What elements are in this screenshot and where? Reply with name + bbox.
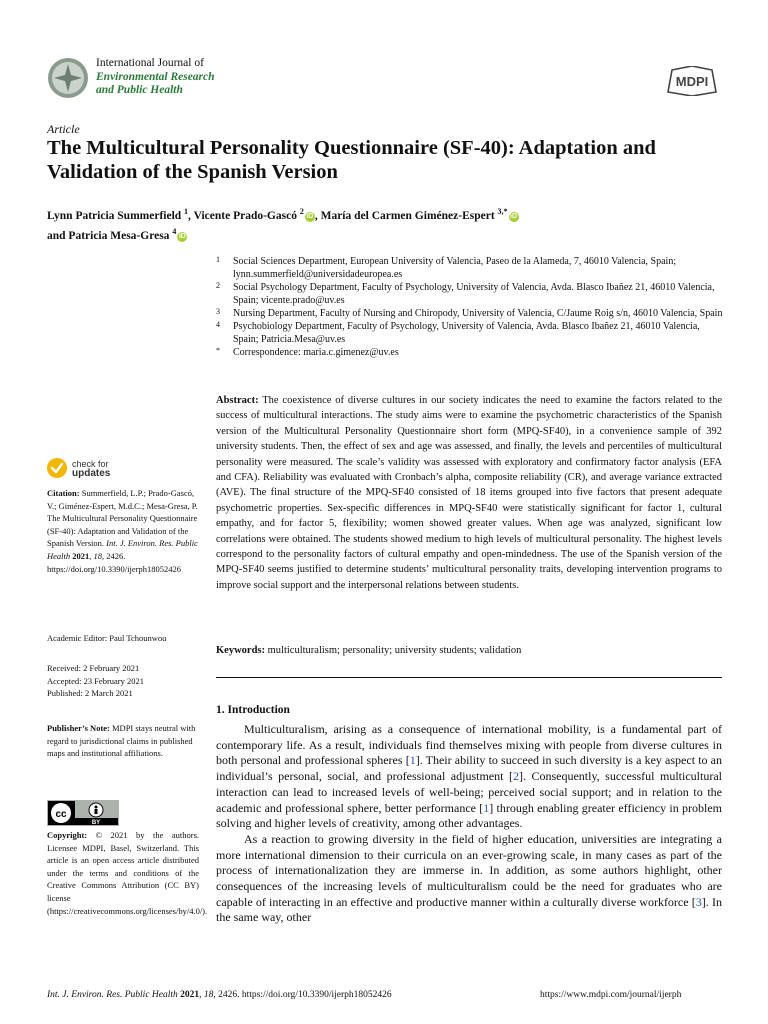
author-3[interactable]: María del Carmen Giménez-Espert $^{3,*}$iD (320, 207, 518, 222)
journal-name-line1: International Journal of (96, 57, 204, 69)
introduction-body (216, 722, 722, 926)
footer-journal-url[interactable]: https://www.mdpi.com/journal/ijerph (540, 990, 682, 1000)
publisher-note: Publisher’s Note: MDPI stays neutral with regard to jurisdictional claims in published maps and institutional affiliations. (47, 723, 196, 759)
citation-block: Citation: Summerfield, L.P.; Prado-Gascó, V.; Giménez-Espert, M.d.C.; Mesa-Gresa, P. The Multicultural Personality Questionnaire (SF-40): Adaptation and Validation of the Spanish Version. Int. J. Environ. Res. Public Health 2021, 18, 2426. https://doi.org/10.3390/ijerph18052426 (47, 488, 198, 574)
section-heading-introduction: 1. Introduction (216, 704, 290, 716)
copyright-notice: Copyright: © 2021 by the authors. Licensee MDPI, Basel, Switzerland. This article is an open access article distributed under the terms and conditions of the Creative Commons Attribution (CC BY) license (https://creativecommons.org/licenses/by/4.0/). (47, 830, 208, 916)
reference-link[interactable]: 1 (483, 800, 490, 815)
cc-by-license-icon[interactable] (47, 800, 119, 826)
intro-paragraph-1: Multiculturalism, arising as a consequence of international mobility, is a fundamental part of contemporary life. As a result, individuals find themselves mixing with people from diverse cultures in both personal and professional spheres [1]. Their ability to succeed in such diversity is a key aspect to an individual’s personal, social, and professional adjustment [2]. Consequently, successful multicultural interaction can lead to increased levels of well-being; perceived social support; and in relation to the academic and professional sphere, better performance [1] through enabling greater efficiency in problem solving and higher levels of creativity, among other advantages. (216, 722, 723, 831)
received-date: Received: 2 February 2021 (47, 663, 140, 673)
abstract-label: Abstract: (216, 395, 259, 406)
accepted-date: Accepted: 23 February 2021 (47, 675, 145, 686)
keywords-label: Keywords: (216, 645, 265, 656)
abstract (216, 393, 722, 593)
check-updates-icon (46, 457, 68, 479)
section-divider (216, 677, 722, 678)
affiliation-item: 2 Social Psychology Department, Faculty of Psychology, University of Valencia, Avda. Blasco Ibañez 21, 46010 Valencia, Spain; vicente.prado@uv.es (216, 281, 715, 306)
keywords (216, 644, 722, 658)
author-4[interactable]: and Patricia Mesa-Gresa $^4$iD (47, 226, 186, 242)
citation-doi-link[interactable]: , 2426. https://doi.org/10.3390/ijerph18052426 (47, 550, 181, 574)
check-for-updates-button[interactable] (46, 457, 156, 481)
journal-logo-icon (47, 57, 89, 99)
author-2[interactable]: Vicente Prado-Gascó $^2$iD (193, 207, 314, 222)
orcid-icon[interactable]: iD (306, 212, 314, 220)
journal-name-line2: Environmental Research (96, 71, 215, 83)
mdpi-logo-icon (664, 66, 720, 96)
orcid-icon[interactable]: iD (510, 212, 518, 220)
journal-name-line3: and Public Health (96, 84, 183, 96)
abstract-text: The coexistence of diverse cultures in our society indicates the need to examine the factors related to the success of multicultural interactions. The study aims were to examine the psychometric characteristics of the Spanish version of the Multicultural Personality Questionnaire short form (MPQ-SF40), in a convenience sample of 392 university students. Then, the effect of sex and age was assessed, and finally, the levels and percentiles of multicultural personality were measured. The scale’s validity was assessed with exploratory and confirmatory factor analysis (EFA and CFA). Reliability was evaluated with Cronbach’s alpha, composite reliability (CR), and average variance extracted (AVE). The final structure of the MPQ-SF40 consisted of 18 items grouped into five factors that present adequate psychometric properties. Sex-specific differences in MPQ-SF40 were statistically significant for factor 1, cultural empathy, and for factor 5, flexibility; women showed greater values. When age was analyzed, significant low correlations were obtained. The students showed medium to high levels of multicultural personality. The highest levels correspond to the personality factors of cultural empathy and open-mindedness. The use of the Spanish version of the MPQ-SF40 seems justified to determine students’ multicultural personality traits, developing intervention programs to improve social support and the interpersonal relations between students. (216, 395, 722, 591)
reference-link[interactable]: 2 (512, 769, 519, 784)
reference-link[interactable]: 3 (695, 894, 702, 909)
footer-citation: Int. J. Environ. Res. Public Health 2021, 18, 2426. https://doi.org/10.3390/ijerph18052426 (47, 990, 392, 1000)
article-type-label: Article (47, 122, 80, 136)
correspondence: * Correspondence: maria.c.gimenez@uv.es (216, 346, 399, 358)
reference-link[interactable]: 1 (409, 753, 416, 768)
cc-text: cc (55, 809, 67, 820)
orcid-icon[interactable]: iD (178, 232, 186, 240)
affiliation-item: 3 Nursing Department, Faculty of Nursing and Chiropody, University of Valencia, C/Jaume Roig s/n, 46010 Valencia, Spain (216, 307, 723, 319)
intro-paragraph-2: As a reaction to growing diversity in the field of higher education, universities are integrating a more international dimension to their curricula on an ever-growing scale, in many cases as part of the process of internationalization they are immerse in. In addition, as some authors highlight, other consequences of the increasing levels of multiculturalism could be the need for graduates who are capable of interacting in an effective and productive manner within a culturally diverse workforce [3]. In the same way, other (216, 831, 722, 925)
publisher-logo-text: MDPI (675, 74, 709, 89)
by-text: BY (91, 820, 101, 826)
check-updates-line2: updates (72, 468, 111, 479)
keywords-text: multiculturalism; personality; university students; validation (267, 645, 522, 656)
affiliation-item: 4 Psychobiology Department, Faculty of Psychology, University of Valencia, Avda. Blasco Ibañez 21, 46010 Valencia, Spain; Patricia.Mesa@uv.es (216, 320, 700, 345)
author-list: Lynn Patricia Summerfield $^1$, Vicente Prado-Gascó $^2$iD , María del Carmen Giménez-Espert $^{3,*}$iD and Patricia Mesa-Gresa $^4$iD (47, 207, 518, 242)
affiliations (216, 255, 726, 359)
published-date: Published: 2 March 2021 (47, 688, 133, 699)
author-1[interactable]: Lynn Patricia Summerfield $^1$ (47, 207, 189, 222)
publication-dates (47, 662, 199, 700)
check-updates-line1: check for (72, 459, 109, 469)
article-title: The Multicultural Personality Questionnaire (SF-40): Adaptation and Validation of the Spanish Version (47, 137, 656, 183)
academic-editor: Academic Editor: Paul Tchounwou (47, 633, 167, 643)
affiliation-item: 1 Social Sciences Department, European University of Valencia, Paseo de la Alameda, 7, 46010 Valencia, Spain; lynn.summerfield@universidadeuropea.es (216, 255, 677, 280)
